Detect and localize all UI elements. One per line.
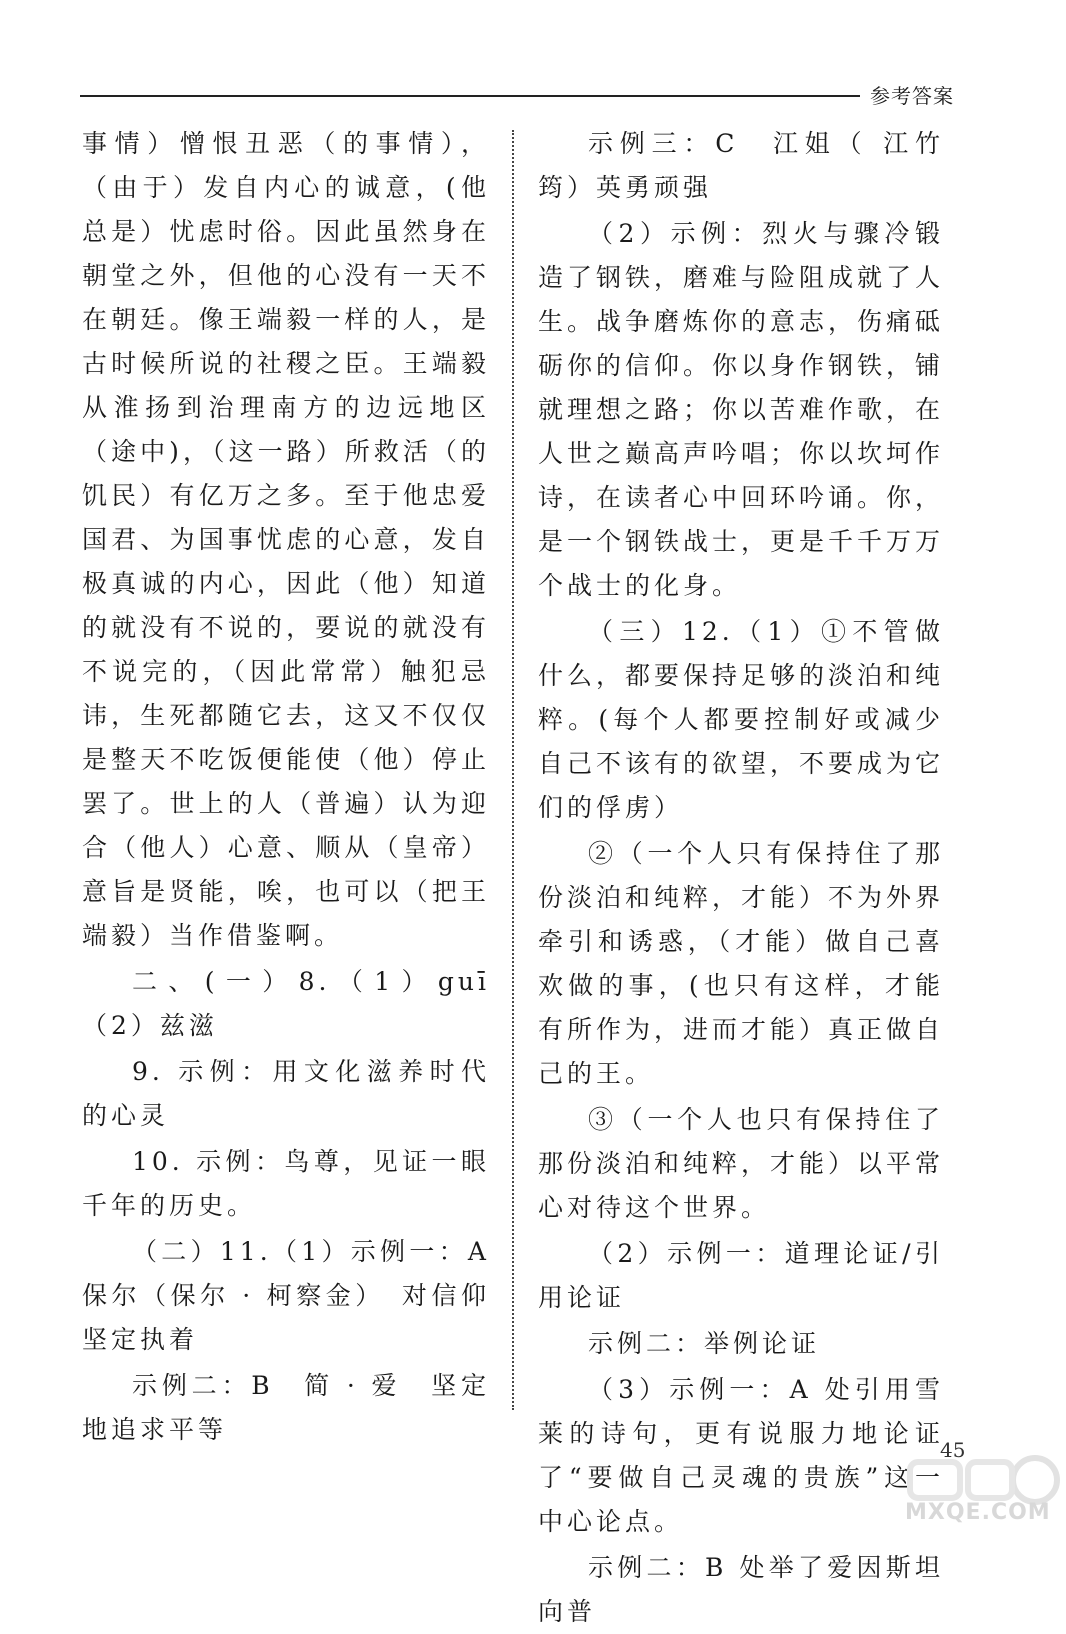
- watermark-text: MXQE.COM: [905, 1500, 1051, 1525]
- paragraph: 10. 示例：鸟尊，见证一眼千年的历史。: [82, 1147, 490, 1220]
- paragraph: 示例二：举例论证: [588, 1329, 821, 1358]
- paragraph: （2）示例：烈火与骤冷锻造了钢铁，磨难与险阻成就了人生。战争磨炼你的意志，伤痛砥砺你的信仰。你以身作钢铁，铺就理想之路；你以苦难作歌，在人世之巅高声吟唱；你以坎坷作诗，在读者心中回环吟诵。你，是一个钢铁战士，更是千千万万个战士的化身。: [538, 219, 945, 600]
- header-rule: [80, 95, 860, 97]
- paragraph: 事情）憎恨丑恶（的事情），（由于）发自内心的诚意，(他总是）忧虑时俗。因此虽然身在朝堂之外，但他的心没有一天不在朝廷。像王端毅一样的人，是古时候所说的社稷之臣。王端毅从淮扬到治理南方的边远地区（途中)，（这一路）所救活（的饥民）有亿万之多。至于他忠爱国君、为国事忧虑的心意，发自极真诚的内心，因此（他）知道的就没有不说的，要说的就没有不说完的，（因此常常）触犯忌讳，生死都随它去，这又不仅仅是整天不吃饭便能使（他）停止罢了。世上的人（普遍）认为迎合（他人）心意、顺从（皇帝）意旨是贤能，唉，也可以（把王端毅）当作借鉴啊。: [82, 129, 490, 950]
- page-number: 45: [940, 1438, 966, 1462]
- paragraph: 9. 示例：用文化滋养时代的心灵: [82, 1057, 490, 1130]
- right-column: [538, 122, 945, 1626]
- paragraph: 二、(一）8.（1）guī （2）兹滋: [82, 967, 520, 1040]
- paragraph: ③（一个人也只有保持住了那份淡泊和纯粹，才能）以平常心对待这个世界。: [538, 1105, 945, 1222]
- paragraph: 示例二：B 处举了爱因斯坦向普: [538, 1553, 944, 1626]
- paragraph: （二）11.（1）示例一：A 保尔（保尔 · 柯察金） 对信仰坚定执着: [82, 1237, 520, 1354]
- paragraph: （2）示例一：道理论证/引用论证: [538, 1239, 944, 1312]
- paragraph: （三）12.（1）①不管做什么，都要保持足够的淡泊和纯粹。(每个人都要控制好或减少自己不该有的欲望，不要成为它们的俘虏）: [538, 617, 945, 822]
- section-label: 参考答案: [870, 84, 954, 108]
- left-column: [82, 122, 520, 1444]
- paragraph: （3）示例一：A 处引用雪莱的诗句，更有说服力地论证了“要做自己灵魂的贵族”这一中心论点。: [538, 1375, 944, 1536]
- paragraph: 示例二：B 简 · 爱 坚定地追求平等: [82, 1371, 490, 1444]
- column-divider: [512, 130, 514, 1410]
- paragraph: ②（一个人只有保持住了那份淡泊和纯粹，才能）不为外界牵引和诱惑，（才能）做自己喜欢做的事，(也只有这样，才能有所作为，进而才能）真正做自己的王。: [538, 839, 945, 1088]
- paragraph: 示例三：C 江姐（ 江竹筠）英勇顽强: [538, 129, 944, 202]
